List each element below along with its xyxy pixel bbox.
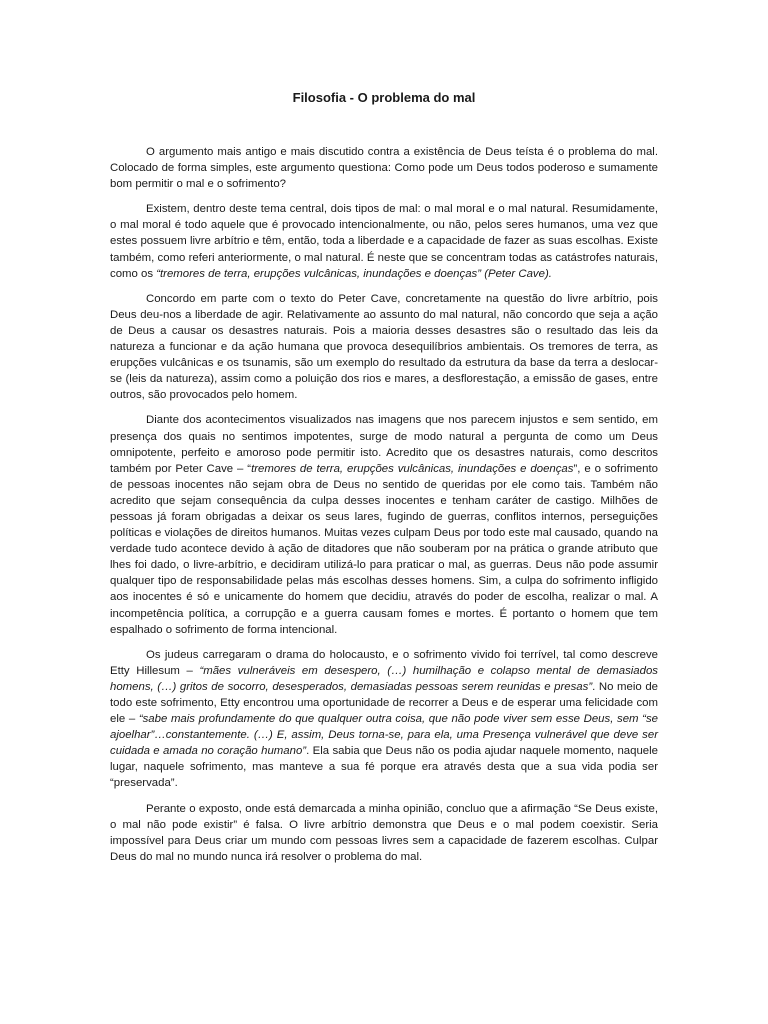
document-body <box>110 144 658 874</box>
quote-text: “sabe mais profundamente do que qualquer outra coisa, que não pode viver sem esse Deus, sem “se ajoelhar”…constantemente. (…) E, assim, Deus torna-se, para ela, uma Presença vulnerável que deve ser cuidada e amada no coração humano” <box>110 713 658 758</box>
paragraph-1 <box>110 144 658 192</box>
paragraph-text: Existem, dentro deste tema central, dois tipos de mal: o mal moral e o mal natural. Resumidamente, o mal moral é todo aquele que é provocado intencionalmente, ou não, pelos seres humanos, uma vez que estes possuem livre arbítrio e têm, então, toda a liberdade e a capacidade de fazer as suas escolhas. Existe também, como referi anteriormente, o mal natural. É neste que se concentram todas as catástrofes naturais, como os <box>110 203 658 280</box>
paragraph-text: Perante o exposto, onde está demarcada a minha opinião, concluo que a afirmação “Se Deus existe, o mal não pode existir” é falsa. O livre arbítrio demonstra que Deus e o mal podem coexistir. Seria impossível para Deus criar um mundo com pessoas livres sem a capacidade de fazerem escolhas. Culpar Deus do mal no mundo nunca irá resolver o problema do mal. <box>110 802 658 863</box>
paragraph-text: Concordo em parte com o texto do Peter Cave, concretamente na questão do livre arbítrio, pois Deus deu-nos a liberdade de agir. Relativamente ao assunto do mal natural, não concordo que seja a ação de Deus a causar os desastres naturais. Pois a maioria desses desastres são o resultado das leis da natureza a funcionar e da ação humana que provoca desequilíbrios ambientais. Os tremores de terra, as erupções vulcânicas e os tsunamis, são um exemplo do resultado da estrutura da base da terra a deslocar-se (leis da natureza), assim como a poluição dos rios e mares, a desflorestação, a emissão de gases, entre outros, são provocados pelo homem. <box>110 292 658 402</box>
paragraph-text: O argumento mais antigo e mais discutido contra a existência de Deus teísta é o problema do mal. Colocado de forma simples, este argumento questiona: Como pode um Deus todos poderoso e sumamente bom permitir o mal e o sofrimento? <box>110 146 658 191</box>
paragraph-5 <box>110 647 658 792</box>
paragraph-text: . No meio de todo este sofrimento, Etty encontrou uma oportunidade de recorrer a Deus e de esperar uma felicidade com ele – <box>110 680 658 726</box>
paragraph-text: Diante dos acontecimentos visualizados nas imagens que nos parecem injustos e sem sentido, em presença dos quais no sentimos impotentes, surge de modo natural a pergunta de como um Deus omnipotente, perfeito e amoroso pode permitir isto. Acredito que os desastres naturais, como descritos também por Peter Cave – “ <box>110 414 658 475</box>
document-title: Filosofia - O problema do mal <box>292 90 476 105</box>
paragraph-6 <box>110 801 658 865</box>
paragraph-text: . Ela sabia que Deus não os podia ajudar naquele momento, naquele lugar, naquele sofrimento, mas manteve a sua fé porque era através desta que a sua vida podia ser “preservada”. <box>110 745 659 790</box>
paragraph-text: Os judeus carregaram o drama do holocausto, e o sofrimento vivido foi terrível, tal como descreve Etty Hillesum – <box>110 648 658 677</box>
paragraph-3 <box>110 291 658 404</box>
paragraph-2 <box>110 201 658 281</box>
paragraph-text: ”, e o sofrimento de pessoas inocentes não sejam obra de Deus no sentido de queridas por ele como tais. Também não acredito que sejam consequência da culpa desses inocentes e tenham caráter de castigo. Milhões de pessoas já foram obrigadas a deixar os seus lares, fugindo de guerras, conflitos internos, perseguições políticas e violações de direitos humanos. Muitas vezes culpam Deus por todo este mal causado, quando na verdade tudo acontece devido à ação de ditadores que não souberam por na prática o grande atributo que lhes foi dado, o livre-arbítrio, e decidiram utilizá-lo para praticar o mal, as guerras. Deus não pode assumir qualquer tipo de responsabilidade pelas más escolhas desses homens. Sim, a culpa do sofrimento infligido aos inocentes é só e unicamente do homem que decidiu, através do poder de escolha, realizar o mal. A incompetência política, a corrupção e a guerra causam fomes e mortes. É portanto o homem que tem espalhado o sofrimento de forma intencional. <box>110 462 658 636</box>
quote-text: “tremores de terra, erupções vulcânicas, inundações e doenças” (Peter Cave). <box>156 267 552 280</box>
quote-text: tremores de terra, erupções vulcânicas, inundações e doenças <box>251 462 574 475</box>
paragraph-4 <box>110 412 658 637</box>
quote-text: “mães vulneráveis em desespero, (…) humilhação e colapso mental de demasiados homens, (…) gritos de socorro, desesperados, demasiadas pessoas serem reunidas e presas” <box>110 664 658 693</box>
